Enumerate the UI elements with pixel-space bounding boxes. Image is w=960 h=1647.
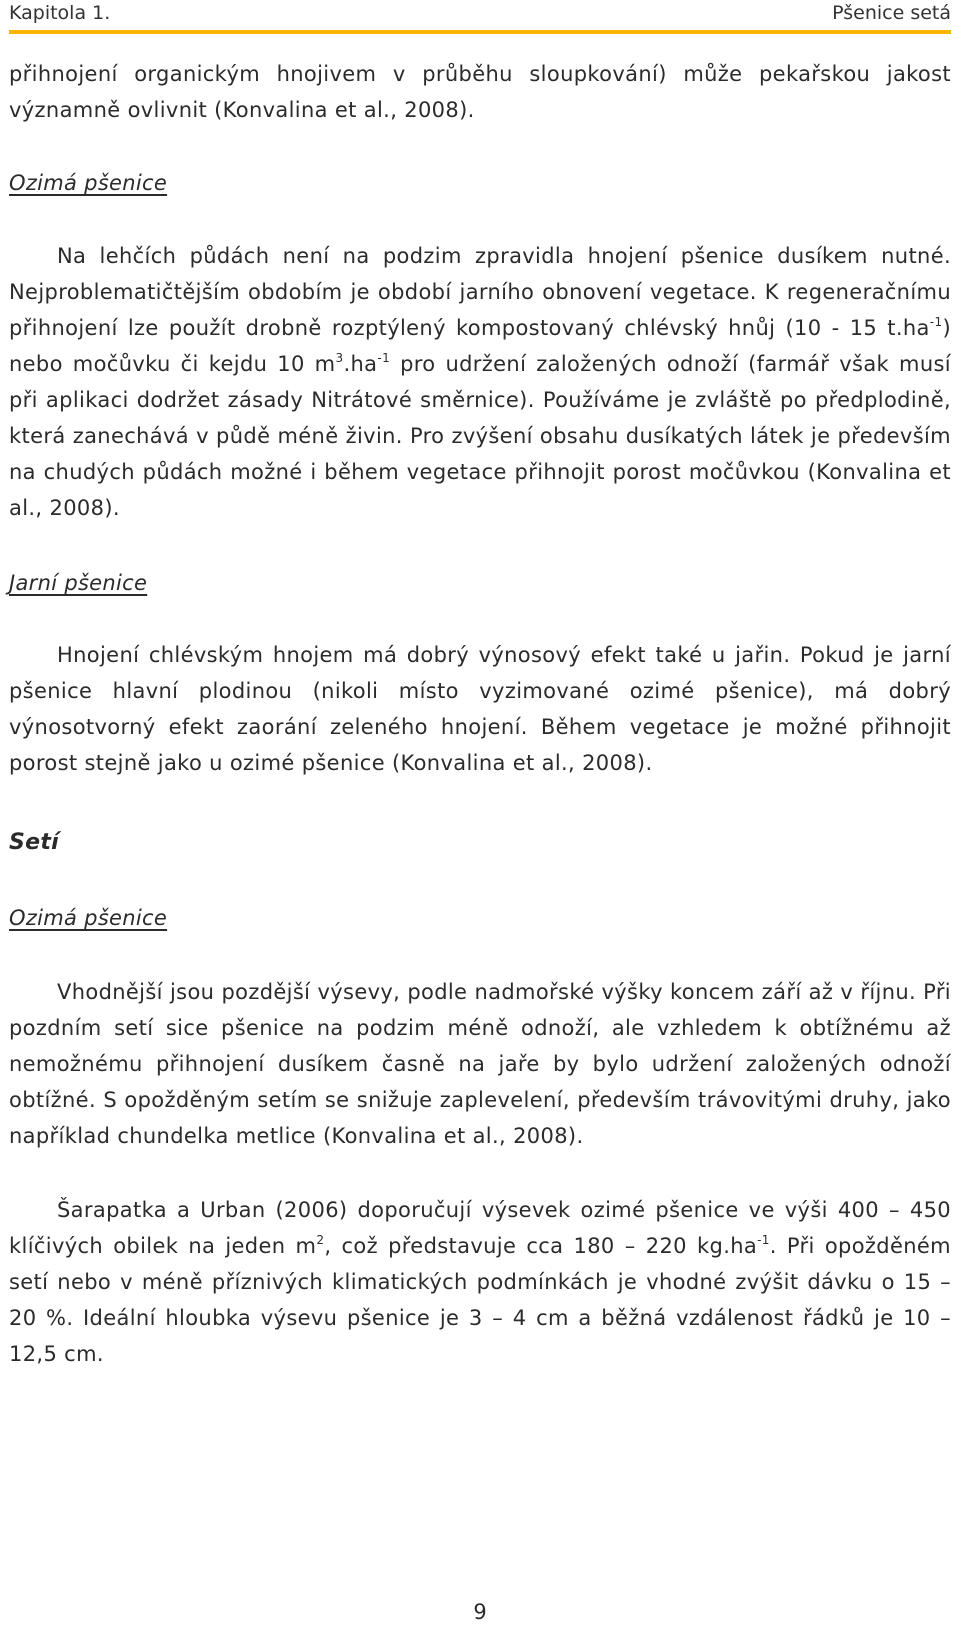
paragraph-text: Na lehčích půdách není na podzim zpravidla hnojení pšenice dusíkem nutné. Nejproblematičtějším obdobím je období jarního obnovení vegetace. K regeneračnímu přihnojení lze použít drobně rozptýlený kompostovaný chlévský hnůj (10 - 15 t.ha [9, 244, 951, 340]
paragraph-text: , což představuje cca 180 – 220 kg.ha [324, 1234, 758, 1258]
header-rule [9, 30, 951, 34]
paragraph-text: pro udržení založených odnoží (farmář však musí při aplikaci dodržet zásady Nitrátové směrnice). Používáme je zvláště po předplodině, která zanechává v půdě méně živin. Pro zvýšení obsahu dusíkatých látek je především na chudých půdách možné i během vegetace přihnojit porost močůvkou (Konvalina et al., 2008). [9, 352, 951, 520]
paragraph-jarni-hnojeni: Hnojení chlévským hnojem má dobrý výnosový efekt také u jařin. Pokud je jarní pšenice hlavní plodinou (nikoli místo vyzimované ozimé pšenice), má dobrý výnosotvorný efekt zaorání zeleného hnojení. Během vegetace je možné přihnojit porost stejně jako u ozimé pšenice (Konvalina et al., 2008). [9, 643, 951, 775]
section-title: Pšenice setá [832, 2, 951, 24]
superscript: 3 [335, 351, 344, 365]
paragraph-vysevek [9, 1192, 951, 1372]
paragraph-text: ) nebo močůvku či kejdu 10 m [9, 316, 951, 376]
subheading-jarni-psenice: Jarní pšenice [9, 571, 148, 595]
page-header [9, 0, 951, 30]
paragraph-ozima-hnojeni [9, 238, 951, 526]
page-number: 9 [473, 1600, 487, 1624]
paragraph-text: . Při opožděném setí nebo v méně příznivých klimatických podmínkách je vhodné zvýšit dávku o 15 – 20 %. Ideální hloubka výsevu pšenice je 3 – 4 cm a běžná vzdálenost řádků je 10 – 12,5 cm. [9, 1234, 951, 1366]
paragraph-continuation: přihnojení organickým hnojivem v průběhu sloupkování) může pekařskou jakost významně ovlivnit (Konvalina et al., 2008). [9, 62, 951, 122]
subheading-ozima-psenice: Ozimá pšenice [9, 171, 168, 195]
subheading-ozima-psenice-seti: Ozimá pšenice [9, 906, 168, 930]
superscript: -1 [377, 351, 391, 365]
paragraph-text: .ha [343, 352, 378, 376]
superscript: -1 [929, 315, 943, 329]
heading-seti: Setí [9, 830, 60, 855]
page-content [9, 56, 951, 1372]
superscript: 2 [316, 1233, 325, 1247]
chapter-label: Kapitola 1. [9, 2, 111, 24]
paragraph-text: Šarapatka a Urban (2006) doporučují výsevek ozimé pšenice ve výši 400 – 450 klíčivých obilek na jeden m [9, 1198, 951, 1258]
superscript: -1 [757, 1233, 770, 1247]
paragraph-ozima-seti: Vhodnější jsou pozdější výsevy, podle nadmořské výšky koncem září až v říjnu. Při pozdním setí sice pšenice na podzim méně odnoží, ale vzhledem k obtížnému až nemožnému přihnojení dusíkem časně na jaře by bylo udržení založených odnoží obtížné. S opožděným setím se snižuje zaplevelení, především trávovitými druhy, jako například chundelka metlice (Konvalina et al., 2008). [9, 980, 951, 1148]
